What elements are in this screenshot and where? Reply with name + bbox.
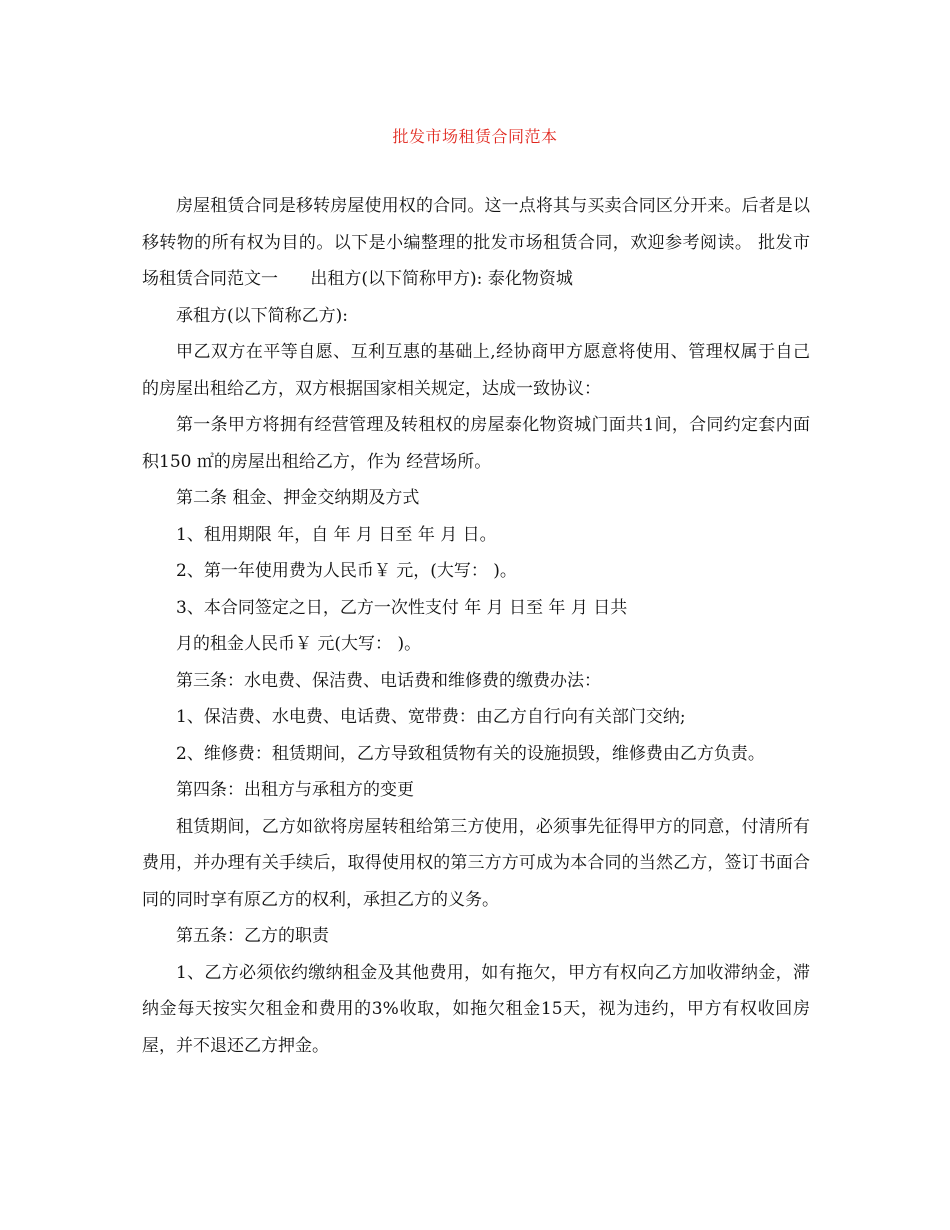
paragraph-article-5-item-1: 1、乙方必须依约缴纳租金及其他费用，如有拖欠，甲方有权向乙方加收滞纳金，滞纳金每天按实欠租金和费用的3%收取，如拖欠租金15天，视为违约，甲方有权收回房屋，并不退还乙方押金。 (142, 962, 810, 1056)
paragraph-article-5-heading: 第五条：乙方的职责 (176, 926, 329, 946)
paragraph-article-1: 第一条甲方将拥有经营管理及转租权的房屋泰化物资城门面共1间，合同约定套内面积150 ㎡的房屋出租给乙方，作为 经营场所。 (142, 415, 810, 472)
paragraph-article-2-item-2: 2、第一年使用费为人民币￥ 元，(大写： )。 (176, 561, 517, 581)
paragraph-article-3-item-1: 1、保洁费、水电费、电话费、宽带费：由乙方自行向有关部门交纳; (176, 707, 686, 727)
paragraph-lessee: 承租方(以下简称乙方): (176, 305, 348, 326)
paragraph-intro: 房屋租赁合同是移转房屋使用权的合同。这一点将其与买卖合同区分开来。后者是以移转物的所有权为目的。以下是小编整理的批发市场租赁合同，欢迎参考阅读。 批发市场租赁合同范文一 出租方(以下简称甲方): 泰化物资城 (142, 196, 810, 289)
paragraph-agreement: 甲乙双方在平等自愿、互利互惠的基础上,经协商甲方愿意将使用、管理权属于自己的房屋出租给乙方，双方根据国家相关规定，达成一致协议： (142, 342, 810, 399)
paragraph-article-2-item-1: 1、租用期限 年，自 年 月 日至 年 月 日。 (176, 524, 497, 545)
paragraph-article-3-item-2: 2、维修费：租赁期间，乙方导致租赁物有关的设施损毁，维修费由乙方负责。 (176, 743, 765, 764)
paragraph-article-3-heading: 第三条：水电费、保洁费、电话费和维修费的缴费办法： (176, 670, 601, 691)
paragraph-article-2-item-3-cont: 月的租金人民币￥ 元(大写： )。 (176, 634, 422, 654)
paragraph-article-4-heading: 第四条：出租方与承租方的变更 (176, 780, 414, 800)
paragraph-article-2-item-3: 3、本合同签定之日，乙方一次性支付 年 月 日至 年 月 日共 (176, 597, 628, 618)
paragraph-article-4-body: 租赁期间，乙方如欲将房屋转租给第三方使用，必须事先征得甲方的同意，付清所有费用，并办理有关手续后，取得使用权的第三方方可成为本合同的当然乙方，签订书面合同的同时享有原乙方的权利，承担乙方的义务。 (142, 816, 810, 910)
document-body (142, 188, 810, 1064)
document-title: 批发市场租赁合同范本 (392, 127, 558, 146)
paragraph-article-2-heading: 第二条 租金、押金交纳期及方式 (176, 488, 420, 508)
